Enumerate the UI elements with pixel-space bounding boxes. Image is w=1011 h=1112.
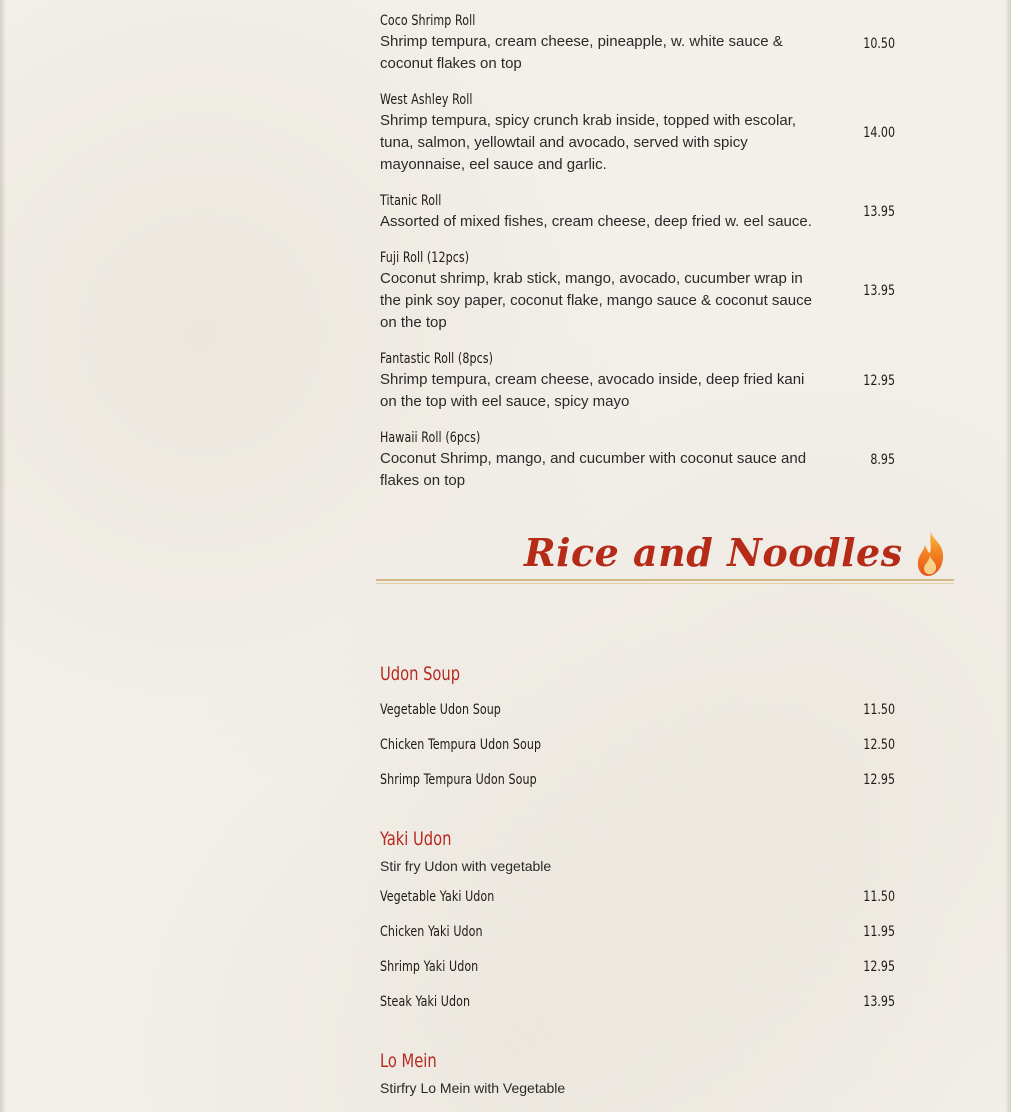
menu-item (380, 702, 895, 718)
section-rule (376, 579, 954, 581)
item-name: West Ashley Roll (380, 92, 473, 108)
menu-item (380, 737, 895, 753)
item-price: 13.95 (863, 204, 895, 220)
item-description: Shrimp tempura, cream cheese, avocado inside, deep fried kani on the top with eel sauce, spicy mayo (380, 371, 805, 410)
category-title-udon-soup: Udon Soup (380, 663, 461, 685)
menu-item (380, 13, 895, 75)
category-note: Stir fry Udon with vegetable (380, 858, 552, 874)
menu-item (380, 193, 895, 233)
menu-item (380, 889, 895, 905)
item-price: 12.95 (863, 772, 895, 788)
category-title-yaki-udon: Yaki Udon (380, 828, 452, 850)
item-description: Shrimp tempura, spicy crunch krab inside, topped with escolar, tuna, salmon, yellowtail and avocado, served with spicy mayonnaise, eel sauce and garlic. (380, 112, 797, 173)
item-description: Coconut shrimp, krab stick, mango, avocado, cucumber wrap in the pink soy paper, coconut flake, mango sauce & coconut sauce on the top (380, 270, 812, 331)
item-description: Coconut Shrimp, mango, and cucumber with coconut sauce and flakes on top (380, 450, 807, 489)
menu-item (380, 994, 895, 1010)
item-price: 10.50 (863, 36, 895, 52)
item-price: 13.95 (863, 994, 895, 1010)
item-price: 11.50 (863, 889, 895, 905)
item-name: Coco Shrimp Roll (380, 13, 476, 29)
item-name: Shrimp Tempura Udon Soup (380, 772, 537, 788)
menu-item (380, 772, 895, 788)
menu-item (380, 250, 895, 334)
item-price: 14.00 (863, 125, 895, 141)
item-name: Shrimp Yaki Udon (380, 959, 479, 975)
item-price: 11.50 (863, 702, 895, 718)
section-title: Rice and Noodles (524, 530, 903, 575)
menu-item (380, 430, 895, 492)
item-price: 8.95 (870, 452, 895, 468)
menu-item (380, 959, 895, 975)
item-name: Vegetable Yaki Udon (380, 889, 495, 905)
item-name: Vegetable Udon Soup (380, 702, 501, 718)
item-price: 13.95 (863, 283, 895, 299)
item-description: Shrimp tempura, cream cheese, pineapple, w. white sauce & coconut flakes on top (380, 33, 783, 72)
item-name: Hawaii Roll (6pcs) (380, 430, 481, 446)
page-edge-left (0, 0, 6, 1112)
item-price: 11.95 (863, 924, 895, 940)
menu-item (380, 351, 895, 413)
item-name: Chicken Tempura Udon Soup (380, 737, 542, 753)
menu-item (380, 924, 895, 940)
item-name: Chicken Yaki Udon (380, 924, 483, 940)
item-name: Fuji Roll (12pcs) (380, 250, 470, 266)
section-header (376, 528, 954, 586)
page-edge-right (1005, 0, 1011, 1112)
item-price: 12.95 (863, 959, 895, 975)
item-name: Titanic Roll (380, 193, 442, 209)
flame-icon (914, 530, 948, 578)
category-title-lo-mein: Lo Mein (380, 1050, 437, 1072)
category-note: Stirfry Lo Mein with Vegetable (380, 1080, 566, 1096)
item-name: Steak Yaki Udon (380, 994, 471, 1010)
section-rule (376, 583, 954, 584)
item-price: 12.50 (863, 737, 895, 753)
item-description: Assorted of mixed fishes, cream cheese, deep fried w. eel sauce. (380, 213, 812, 230)
item-name: Fantastic Roll (8pcs) (380, 351, 494, 367)
item-price: 12.95 (863, 373, 895, 389)
menu-item (380, 92, 895, 176)
